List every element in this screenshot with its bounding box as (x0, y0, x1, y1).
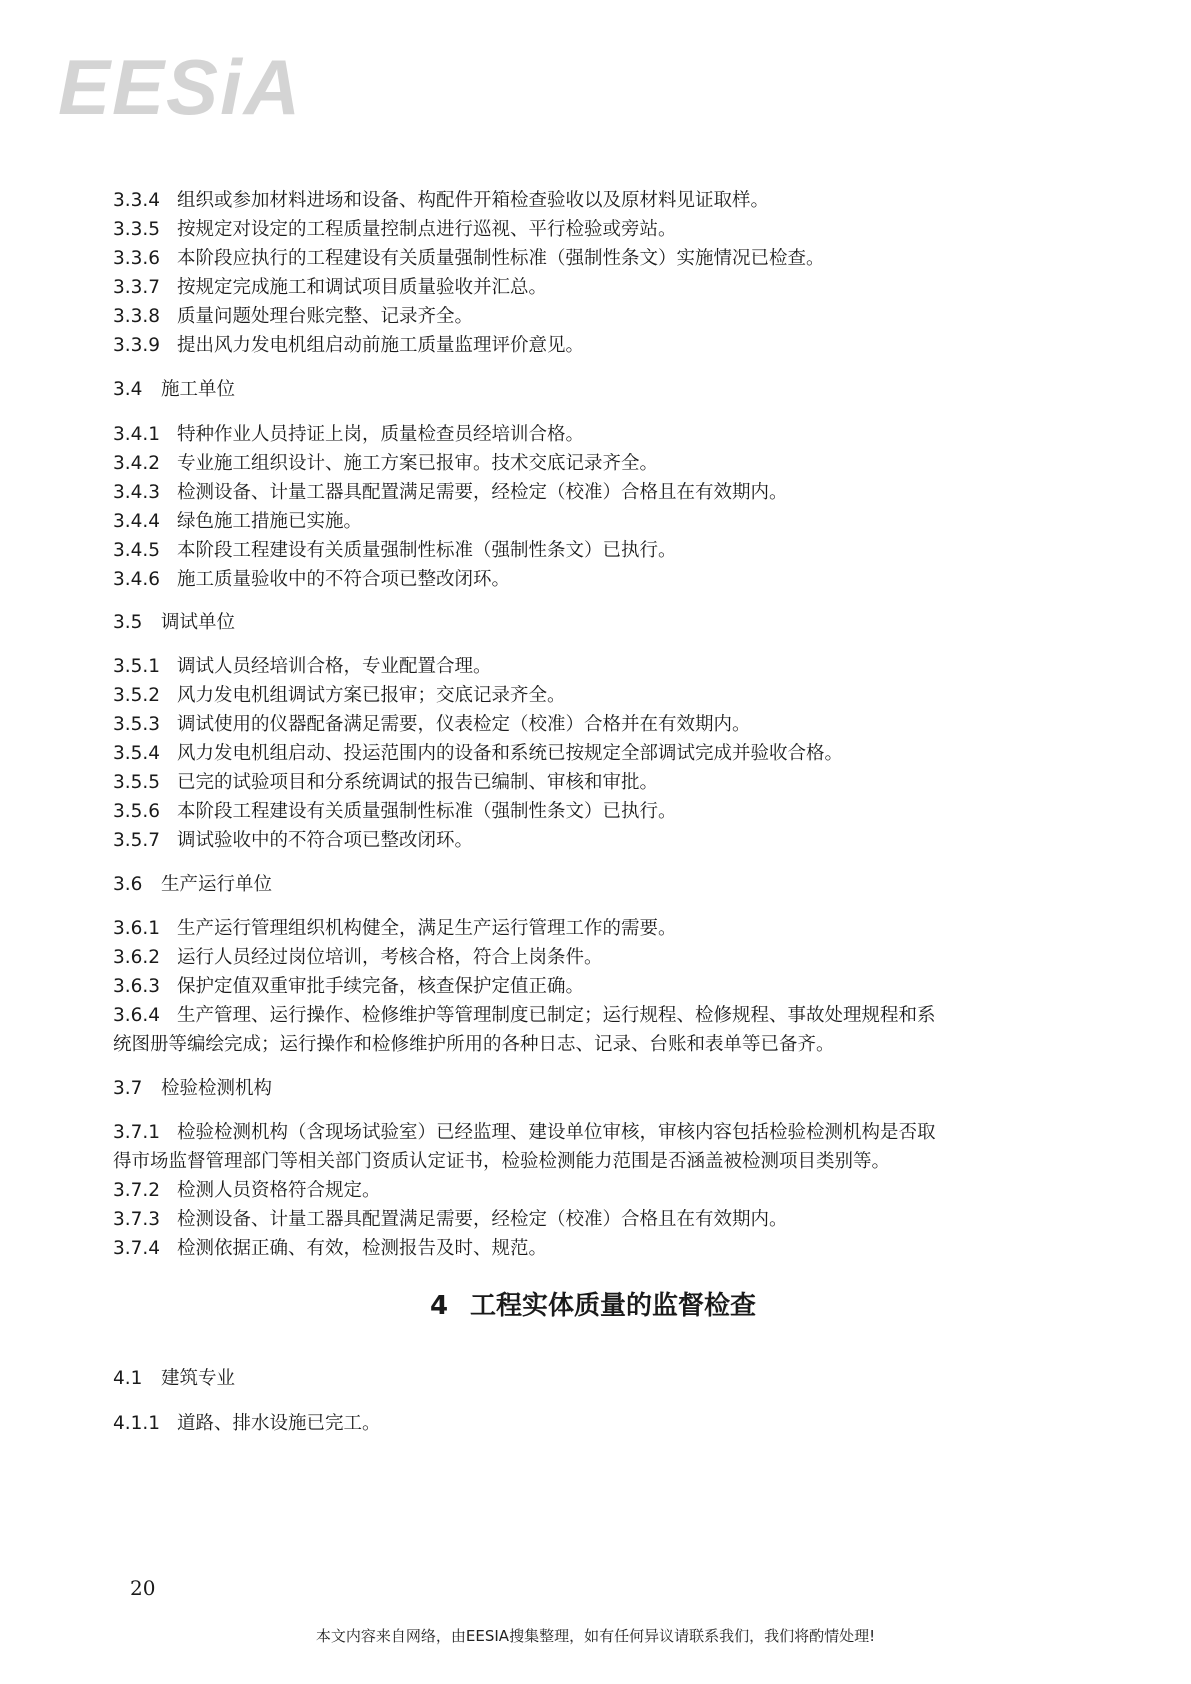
clause-3-5-6: 3.5.6 本阶段工程建设有关质量强制性标准（强制性条文）已执行。 (113, 801, 677, 822)
clause-3-4-1: 3.4.1 特种作业人员持证上岗，质量检查员经培训合格。 (113, 424, 585, 445)
section-3-6-heading: 3.6 生产运行单位 (113, 874, 273, 895)
clause-3-4-4: 3.4.4 绿色施工措施已实施。 (113, 511, 363, 532)
clause-3-5-5: 3.5.5 已完的试验项目和分系统调试的报告已编制、审核和审批。 (113, 772, 659, 793)
clause-3-5-4: 3.5.4 风力发电机组启动、投运范围内的设备和系统已按规定全部调试完成并验收合格。 (113, 743, 844, 764)
clause-3-3-7: 3.3.7 按规定完成施工和调试项目质量验收并汇总。 (113, 277, 548, 298)
clause-3-3-5: 3.3.5 按规定对设定的工程质量控制点进行巡视、平行检验或旁站。 (113, 219, 677, 240)
clause-3-4-6: 3.4.6 施工质量验收中的不符合项已整改闭环。 (113, 569, 511, 590)
clause-3-7-3: 3.7.3 检测设备、计量工器具配置满足需要，经检定（校准）合格且在有效期内。 (113, 1209, 788, 1230)
clause-3-6-3: 3.6.3 保护定值双重审批手续完备，核查保护定值正确。 (113, 976, 585, 997)
section-3-5-heading: 3.5 调试单位 (113, 612, 236, 633)
clause-3-3-8: 3.3.8 质量问题处理台账完整、记录齐全。 (113, 306, 474, 327)
chapter-4-heading: 4 工程实体质量的监督检查 (429, 1291, 757, 1321)
clause-3-6-4: 3.6.4 生产管理、运行操作、检修维护等管理制度已制定；运行规程、检修规程、事故处理规程和系 (113, 1005, 936, 1026)
clause-3-3-9: 3.3.9 提出风力发电机组启动前施工质量监理评价意见。 (113, 335, 585, 356)
clause-3-7-1: 3.7.1 检验检测机构（含现场试验室）已经监理、建设单位审核，审核内容包括检验检测机构是否取 (113, 1122, 936, 1143)
clause-3-4-5: 3.4.5 本阶段工程建设有关质量强制性标准（强制性条文）已执行。 (113, 540, 677, 561)
clause-3-5-3: 3.5.3 调试使用的仪器配备满足需要，仪表检定（校准）合格并在有效期内。 (113, 714, 751, 735)
page-number: 20 (130, 1576, 156, 1600)
clause-3-4-3: 3.4.3 检测设备、计量工器具配置满足需要，经检定（校准）合格且在有效期内。 (113, 482, 788, 503)
section-3-4-heading: 3.4 施工单位 (113, 379, 236, 400)
clause-3-6-1: 3.6.1 生产运行管理组织机构健全，满足生产运行管理工作的需要。 (113, 918, 677, 939)
clause-3-4-2: 3.4.2 专业施工组织设计、施工方案已报审。技术交底记录齐全。 (113, 453, 659, 474)
section-4-1-heading: 4.1 建筑专业 (113, 1368, 236, 1389)
section-3-7-heading: 3.7 检验检测机构 (113, 1078, 273, 1099)
clause-3-6-4-continuation: 统图册等编绘完成；运行操作和检修维护所用的各种日志、记录、台账和表单等已备齐。 (113, 1034, 835, 1055)
clause-4-1-1: 4.1.1 道路、排水设施已完工。 (113, 1413, 381, 1434)
clause-3-7-4: 3.7.4 检测依据正确、有效，检测报告及时、规范。 (113, 1238, 548, 1259)
clause-3-5-2: 3.5.2 风力发电机组调试方案已报审；交底记录齐全。 (113, 685, 566, 706)
clause-3-3-6: 3.3.6 本阶段应执行的工程建设有关质量强制性标准（强制性条文）实施情况已检查。 (113, 248, 825, 269)
clause-3-7-1-continuation: 得市场监督管理部门等相关部门资质认定证书，检验检测能力范围是否涵盖被检测项目类别等。 (113, 1151, 891, 1172)
eesia-logo: EESiA (58, 43, 303, 131)
clause-3-3-4: 3.3.4 组织或参加材料进场和设备、构配件开箱检查验收以及原材料见证取样。 (113, 190, 770, 211)
clause-3-7-2: 3.7.2 检测人员资格符合规定。 (113, 1180, 381, 1201)
clause-3-5-7: 3.5.7 调试验收中的不符合项已整改闭环。 (113, 830, 474, 851)
footer-disclaimer: 本文内容来自网络，由EESIA搜集整理，如有任何异议请联系我们，我们将酌情处理! (315, 1627, 876, 1645)
clause-3-5-1: 3.5.1 调试人员经培训合格，专业配置合理。 (113, 656, 492, 677)
clause-3-6-2: 3.6.2 运行人员经过岗位培训，考核合格，符合上岗条件。 (113, 947, 603, 968)
